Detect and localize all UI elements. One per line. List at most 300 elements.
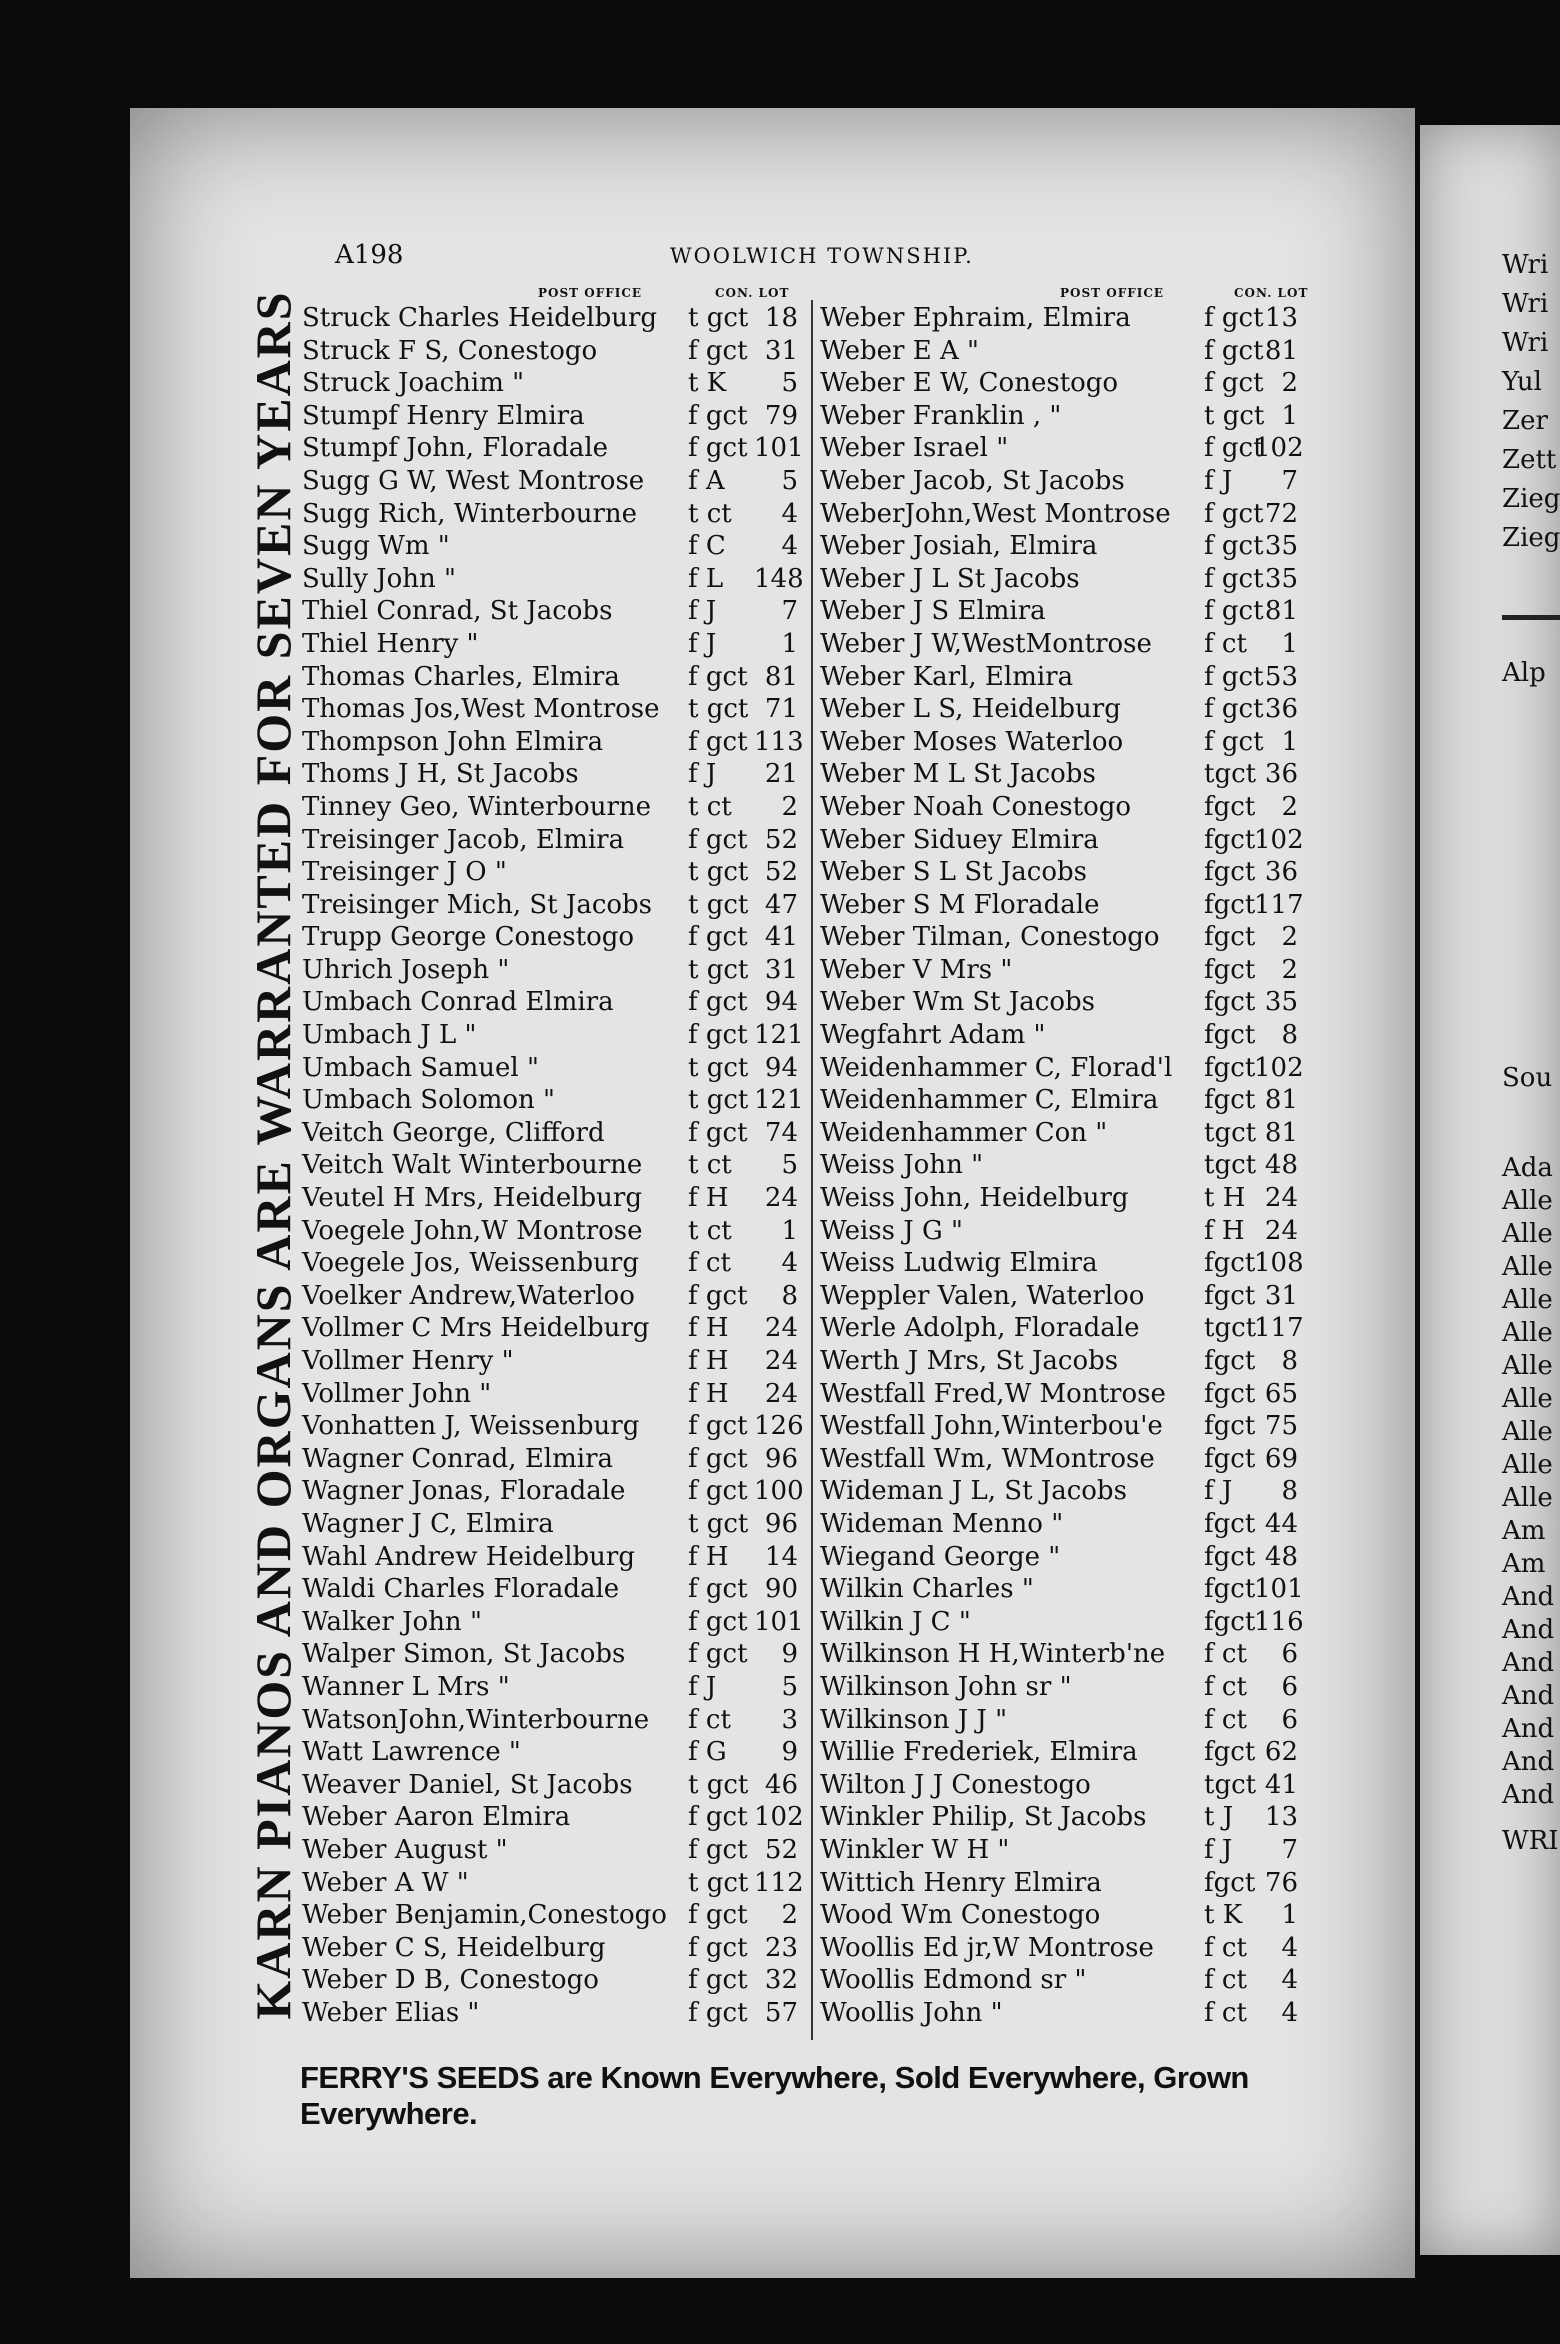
entry-lot: 4	[781, 1248, 798, 1279]
entry-con: f gct	[688, 1574, 748, 1605]
entry-lot: 7	[1281, 1834, 1298, 1865]
entry-con: f J	[1204, 1834, 1233, 1865]
entry-lot: 126	[754, 1411, 804, 1442]
entry-con: tgct	[1204, 1150, 1257, 1181]
entry-lot: 117	[1254, 889, 1304, 920]
fragment-text: Alle	[1502, 1317, 1553, 1348]
directory-entry	[302, 563, 812, 596]
directory-entry	[302, 1149, 812, 1182]
entry-lot: 8	[781, 1280, 798, 1311]
directory-entry	[302, 856, 812, 889]
directory-entry	[302, 726, 812, 759]
entry-con: fgct	[1204, 824, 1256, 855]
entry-lot: 13	[1264, 303, 1298, 333]
entry-lot: 52	[764, 824, 798, 855]
entry-lot: 7	[781, 596, 798, 627]
entry-con: f J	[1204, 465, 1233, 496]
entry-con: f gct	[1204, 498, 1264, 529]
entry-name: Treisinger Mich, St Jacobs	[302, 889, 653, 920]
entry-lot: 44	[1264, 1508, 1298, 1539]
directory-entry	[302, 400, 812, 433]
entry-con: fgct	[1204, 922, 1256, 953]
entry-con: fgct	[1204, 889, 1256, 920]
entry-con: f gct	[1204, 726, 1264, 757]
entry-con: f gct	[1204, 596, 1264, 627]
entry-con: f gct	[688, 1639, 748, 1670]
entry-name: Weber V Mrs "	[820, 954, 1013, 985]
entry-name: Weber Noah Conestogo	[820, 791, 1132, 822]
directory-entry	[302, 1834, 812, 1867]
directory-entry	[302, 1475, 812, 1508]
directory-entry	[820, 367, 1320, 400]
entry-lot: 62	[1264, 1737, 1298, 1768]
entry-lot: 1	[1281, 1900, 1298, 1931]
left-column	[302, 278, 812, 2029]
directory-entry	[302, 465, 812, 498]
entry-name: Trupp George Conestogo	[302, 922, 635, 953]
entry-con: f J	[688, 596, 717, 627]
entry-name: Uhrich Joseph "	[302, 954, 510, 985]
directory-entry	[820, 1378, 1320, 1411]
entry-con: f gct	[1204, 563, 1264, 594]
entry-name: Umbach Conrad Elmira	[302, 987, 614, 1018]
entry-lot: 48	[1264, 1150, 1298, 1181]
directory-entry	[302, 595, 812, 628]
entry-lot: 2	[1281, 791, 1298, 822]
directory-entry	[302, 1899, 812, 1932]
entry-con: f ct	[1204, 1639, 1247, 1670]
entry-lot: 81	[1264, 1117, 1298, 1148]
directory-entry	[820, 693, 1320, 726]
entry-name: Weber Benjamin,Conestogo	[302, 1900, 667, 1931]
entry-con: f ct	[688, 1704, 731, 1735]
directory-entry	[820, 1541, 1320, 1574]
entry-lot: 53	[1264, 661, 1298, 692]
entry-lot: 3	[781, 1704, 798, 1735]
entry-con: fgct	[1204, 791, 1256, 822]
entry-con: f gct	[688, 335, 748, 366]
directory-entry	[302, 693, 812, 726]
directory-entry	[820, 1704, 1320, 1737]
entry-lot: 113	[754, 726, 804, 757]
directory-entry	[820, 1508, 1320, 1541]
directory-entry	[820, 726, 1320, 759]
entry-lot: 24	[764, 1183, 798, 1214]
directory-entry	[820, 335, 1320, 368]
entry-con: fgct	[1204, 1020, 1256, 1051]
entry-name: Thoms J H, St Jacobs	[302, 759, 579, 790]
entry-name: Veitch Walt Winterbourne	[302, 1150, 643, 1181]
entry-name: Treisinger J O "	[302, 857, 507, 888]
entry-con: f H	[688, 1378, 729, 1409]
directory-entry	[302, 432, 812, 465]
entry-lot: 41	[764, 922, 798, 953]
entry-name: Umbach Solomon "	[302, 1085, 555, 1116]
entry-name: Veitch George, Clifford	[302, 1117, 605, 1148]
entry-name: Wideman J L, St Jacobs	[820, 1476, 1127, 1507]
entry-con: f H	[688, 1313, 729, 1344]
fragment-text: Alp	[1502, 657, 1546, 688]
directory-entry	[820, 1899, 1320, 1932]
directory-entry	[820, 986, 1320, 1019]
directory-entry	[820, 1671, 1320, 1704]
entry-lot: 96	[764, 1443, 798, 1474]
entry-lot: 96	[764, 1508, 798, 1539]
entry-name: Stumpf Henry Elmira	[302, 400, 585, 431]
entry-lot: 4	[781, 498, 798, 529]
directory-entry	[820, 595, 1320, 628]
directory-entry	[820, 1312, 1320, 1345]
entry-con: t gct	[1204, 400, 1265, 431]
directory-entry	[302, 791, 812, 824]
entry-lot: 31	[764, 954, 798, 985]
directory-entry	[820, 1443, 1320, 1476]
entry-con: f gct	[1204, 303, 1264, 333]
entry-con: f gct	[1204, 335, 1264, 366]
entry-lot: 9	[781, 1639, 798, 1670]
entry-name: Wanner L Mrs "	[302, 1671, 510, 1702]
entry-con: t gct	[688, 857, 749, 888]
directory-entry	[302, 1084, 812, 1117]
divider-rule	[1502, 615, 1560, 620]
entry-con: f H	[1204, 1215, 1245, 1246]
entry-name: Wittich Henry Elmira	[820, 1867, 1102, 1898]
entry-name: Wagner J C, Elmira	[302, 1508, 554, 1539]
directory-entry	[302, 1867, 812, 1900]
entry-name: Struck Charles Heidelburg	[302, 303, 658, 333]
entry-name: Weidenhammer C, Elmira	[820, 1085, 1159, 1116]
directory-entry	[302, 954, 812, 987]
entry-name: Thomas Charles, Elmira	[302, 661, 620, 692]
entry-name: Weber S M Floradale	[820, 889, 1100, 920]
directory-entry	[820, 1736, 1320, 1769]
directory-entry	[302, 1801, 812, 1834]
entry-name: Sugg G W, West Montrose	[302, 465, 645, 496]
entry-lot: 79	[764, 400, 798, 431]
entry-con: f gct	[688, 1932, 748, 1963]
entry-name: Wiegand George "	[820, 1541, 1061, 1572]
entry-lot: 24	[764, 1378, 798, 1409]
entry-lot: 2	[1281, 368, 1298, 399]
entry-name: Winkler Philip, St Jacobs	[820, 1802, 1147, 1833]
directory-entry	[820, 1345, 1320, 1378]
entry-lot: 35	[1264, 531, 1298, 562]
entry-name: Wagner Conrad, Elmira	[302, 1443, 614, 1474]
entry-con: fgct	[1204, 1606, 1256, 1637]
directory-entry	[302, 1964, 812, 1997]
right-entry-list	[820, 302, 1320, 2029]
entry-name: Werth J Mrs, St Jacobs	[820, 1346, 1119, 1376]
entry-name: WatsonJohn,Winterbourne	[302, 1704, 650, 1735]
directory-entry	[302, 1280, 812, 1313]
entry-name: Struck F S, Conestogo	[302, 335, 598, 366]
entry-lot: 31	[764, 335, 798, 366]
entry-name: Weber Karl, Elmira	[820, 661, 1074, 692]
entry-con: t H	[1204, 1183, 1246, 1214]
entry-lot: 5	[781, 465, 798, 496]
fragment-text: Alle	[1502, 1416, 1553, 1447]
entry-name: Woollis John "	[820, 1997, 1003, 2028]
entry-con: f ct	[1204, 1997, 1247, 2028]
directory-entry	[302, 1215, 812, 1248]
entry-lot: 36	[1264, 694, 1298, 725]
entry-con: fgct	[1204, 1443, 1256, 1474]
entry-lot: 102	[1254, 1052, 1304, 1083]
entry-name: Wilkinson John sr "	[820, 1671, 1072, 1702]
directory-entry	[820, 1280, 1320, 1313]
directory-entry	[302, 1541, 812, 1574]
left-column-header	[302, 278, 812, 302]
entry-con: fgct	[1204, 1052, 1256, 1083]
entry-lot: 2	[781, 791, 798, 822]
entry-con: fgct	[1204, 857, 1256, 888]
entry-con: f gct	[688, 1802, 748, 1833]
entry-name: Weber Siduey Elmira	[820, 824, 1099, 855]
entry-con: f gct	[688, 1117, 748, 1148]
entry-name: Vollmer C Mrs Heidelburg	[302, 1313, 650, 1344]
entry-name: Veutel H Mrs, Heidelburg	[302, 1183, 642, 1214]
side-advertisement-text: KARN PIANOS AND ORGANS ARE WARRANTED FOR SEVEN YEARS	[244, 290, 301, 2020]
entry-con: f gct	[688, 1280, 748, 1311]
directory-entry	[302, 1443, 812, 1476]
entry-name: Weber Franklin , "	[820, 400, 1062, 431]
entry-lot: 121	[754, 1020, 804, 1051]
entry-lot: 2	[781, 1900, 798, 1931]
entry-name: Voelker Andrew,Waterloo	[302, 1280, 635, 1311]
fragment-text: WRI	[1502, 1826, 1559, 1856]
entry-lot: 102	[1254, 433, 1304, 464]
entry-con: f ct	[1204, 1965, 1247, 1996]
fragment-text: Yul	[1502, 366, 1542, 397]
directory-entry	[302, 1117, 812, 1150]
entry-lot: 5	[781, 1671, 798, 1702]
directory-entry	[820, 628, 1320, 661]
entry-lot: 81	[1264, 335, 1298, 366]
directory-entry	[302, 1410, 812, 1443]
directory-entry	[302, 302, 812, 335]
entry-lot: 35	[1264, 563, 1298, 594]
entry-lot: 6	[1281, 1704, 1298, 1735]
directory-entry	[820, 1638, 1320, 1671]
entry-lot: 116	[1254, 1606, 1304, 1637]
fragment-text: Wri	[1502, 249, 1549, 280]
entry-lot: 13	[1264, 1802, 1298, 1833]
entry-name: Weber Israel "	[820, 433, 1009, 464]
entry-name: Weiss Ludwig Elmira	[820, 1248, 1098, 1279]
entry-con: f gct	[688, 1443, 748, 1474]
entry-con: f A	[688, 465, 725, 496]
directory-entry	[820, 1215, 1320, 1248]
entry-name: Thompson John Elmira	[302, 726, 604, 757]
page-number: A198	[335, 240, 404, 270]
entry-con: f gct	[688, 922, 748, 953]
entry-name: Weber Ephraim, Elmira	[820, 303, 1131, 333]
entry-name: Willie Frederiek, Elmira	[820, 1737, 1138, 1768]
entry-lot: 74	[764, 1117, 798, 1148]
entry-name: Weber E W, Conestogo	[820, 368, 1119, 399]
entry-name: Treisinger Jacob, Elmira	[302, 824, 625, 855]
entry-name: Wahl Andrew Heidelburg	[302, 1541, 635, 1572]
entry-con: fgct	[1204, 1280, 1256, 1311]
directory-entry	[302, 1769, 812, 1802]
directory-entry	[302, 1345, 812, 1378]
fragment-text: And	[1502, 1614, 1555, 1645]
directory-entry	[820, 1182, 1320, 1215]
footer-advertisement: FERRY'S SEEDS are Known Everywhere, Sold Everywhere, Grown Everywhere.	[300, 2060, 1249, 2131]
entry-lot: 2	[1281, 954, 1298, 985]
entry-con: f gct	[688, 1965, 748, 1996]
post-office-heading: POST OFFICE	[1060, 286, 1165, 300]
entry-con: t ct	[688, 791, 732, 822]
entry-name: Voegele John,W Montrose	[302, 1215, 643, 1246]
entry-name: Weber Moses Waterloo	[820, 726, 1124, 757]
entry-lot: 81	[1264, 1085, 1298, 1116]
entry-lot: 23	[764, 1932, 798, 1963]
entry-lot: 101	[1254, 1574, 1304, 1605]
entry-con: f ct	[1204, 1704, 1247, 1735]
directory-entry	[820, 1834, 1320, 1867]
fragment-text: Zett	[1502, 444, 1557, 475]
directory-entry	[820, 1801, 1320, 1834]
entry-lot: 24	[1264, 1183, 1298, 1214]
entry-lot: 101	[754, 433, 804, 464]
entry-con: fgct	[1204, 1541, 1256, 1572]
entry-name: Struck Joachim "	[302, 368, 525, 399]
entry-name: Sully John "	[302, 563, 456, 594]
entry-lot: 7	[1281, 465, 1298, 496]
entry-name: Weber August "	[302, 1834, 508, 1865]
entry-lot: 2	[1281, 922, 1298, 953]
entry-lot: 6	[1281, 1639, 1298, 1670]
entry-lot: 21	[764, 759, 798, 790]
entry-lot: 94	[764, 987, 798, 1018]
directory-entry	[820, 1573, 1320, 1606]
fragment-text: And	[1502, 1581, 1555, 1612]
entry-name: Wilton J J Conestogo	[820, 1769, 1091, 1800]
fragment-text: Zieg	[1502, 522, 1560, 553]
entry-lot: 71	[764, 694, 798, 725]
entry-con: f gct	[688, 987, 748, 1018]
entry-name: Weppler Valen, Waterloo	[820, 1280, 1145, 1311]
directory-entry	[820, 1084, 1320, 1117]
entry-name: Umbach Samuel "	[302, 1052, 539, 1083]
entry-con: f gct	[688, 824, 748, 855]
entry-con: fgct	[1204, 1346, 1256, 1376]
directory-entry	[820, 1410, 1320, 1443]
entry-name: Sugg Wm "	[302, 531, 450, 562]
entry-lot: 1	[1281, 628, 1298, 659]
entry-name: Wagner Jonas, Floradale	[302, 1476, 626, 1507]
entry-lot: 8	[1281, 1020, 1298, 1051]
directory-entry	[820, 921, 1320, 954]
entry-lot: 1	[781, 628, 798, 659]
entry-con: t K	[688, 368, 727, 399]
entry-con: t gct	[688, 1867, 749, 1898]
fragment-text: Alle	[1502, 1284, 1553, 1315]
entry-lot: 5	[781, 368, 798, 399]
entry-name: Weber Wm St Jacobs	[820, 987, 1096, 1018]
fragment-text: And	[1502, 1647, 1555, 1678]
entry-con: fgct	[1204, 1508, 1256, 1539]
entry-lot: 81	[1264, 596, 1298, 627]
entry-con: t gct	[688, 1052, 749, 1083]
entry-name: Vollmer Henry "	[302, 1346, 514, 1376]
entry-lot: 69	[1264, 1443, 1298, 1474]
entry-lot: 4	[1281, 1965, 1298, 1996]
entry-name: Wegfahrt Adam "	[820, 1020, 1046, 1051]
entry-name: Weiss J G "	[820, 1215, 963, 1246]
entry-name: Weber J L St Jacobs	[820, 563, 1080, 594]
entry-lot: 24	[764, 1313, 798, 1344]
entry-lot: 48	[1264, 1541, 1298, 1572]
entry-name: WeberJohn,West Montrose	[820, 498, 1171, 529]
entry-con: tgct	[1204, 1117, 1257, 1148]
entry-con: f ct	[1204, 1932, 1247, 1963]
entry-con: f gct	[688, 1834, 748, 1865]
entry-lot: 100	[754, 1476, 804, 1507]
entry-lot: 36	[1264, 857, 1298, 888]
entry-lot: 24	[764, 1346, 798, 1376]
directory-entry	[302, 986, 812, 1019]
entry-con: f gct	[688, 726, 748, 757]
entry-con: t gct	[688, 694, 749, 725]
directory-entry	[820, 1052, 1320, 1085]
directory-entry	[302, 628, 812, 661]
entry-name: Weidenhammer Con "	[820, 1117, 1108, 1148]
fragment-text: Alle	[1502, 1185, 1553, 1216]
directory-entry	[302, 1052, 812, 1085]
entry-name: Vonhatten J, Weissenburg	[302, 1411, 640, 1442]
directory-entry	[302, 530, 812, 563]
directory-entry	[302, 335, 812, 368]
entry-con: f gct	[1204, 661, 1264, 692]
entry-lot: 90	[764, 1574, 798, 1605]
entry-name: Weber J W,WestMontrose	[820, 628, 1152, 659]
entry-name: Weber S L St Jacobs	[820, 857, 1087, 888]
fragment-text: Am	[1502, 1515, 1546, 1546]
fragment-text: And	[1502, 1713, 1555, 1744]
entry-con: f ct	[1204, 1671, 1247, 1702]
fragment-text: Wri	[1502, 288, 1549, 319]
entry-name: Westfall Wm, WMontrose	[820, 1443, 1155, 1474]
directory-entry	[302, 758, 812, 791]
entry-name: Weber Josiah, Elmira	[820, 531, 1098, 562]
entry-con: f ct	[1204, 628, 1247, 659]
entry-con: fgct	[1204, 954, 1256, 985]
entry-con: t ct	[688, 498, 732, 529]
entry-con: f gct	[1204, 368, 1264, 399]
entry-con: f H	[688, 1346, 729, 1376]
entry-con: t gct	[688, 1085, 749, 1116]
entry-lot: 57	[764, 1997, 798, 2028]
entry-name: Tinney Geo, Winterbourne	[302, 791, 652, 822]
entry-con: t gct	[688, 889, 749, 920]
directory-entry	[820, 563, 1320, 596]
entry-con: f J	[1204, 1476, 1233, 1507]
directory-entry	[820, 1932, 1320, 1965]
entry-con: f gct	[688, 433, 748, 464]
directory-entry	[302, 1671, 812, 1704]
entry-lot: 4	[781, 531, 798, 562]
entry-lot: 81	[764, 661, 798, 692]
directory-entry	[302, 1378, 812, 1411]
entry-name: Wilkin J C "	[820, 1606, 971, 1637]
entry-name: Weber Elias "	[302, 1997, 480, 2028]
fragment-text: Alle	[1502, 1251, 1553, 1282]
entry-name: Weber Aaron Elmira	[302, 1802, 571, 1833]
entry-lot: 72	[1264, 498, 1298, 529]
entry-name: Sugg Rich, Winterbourne	[302, 498, 638, 529]
